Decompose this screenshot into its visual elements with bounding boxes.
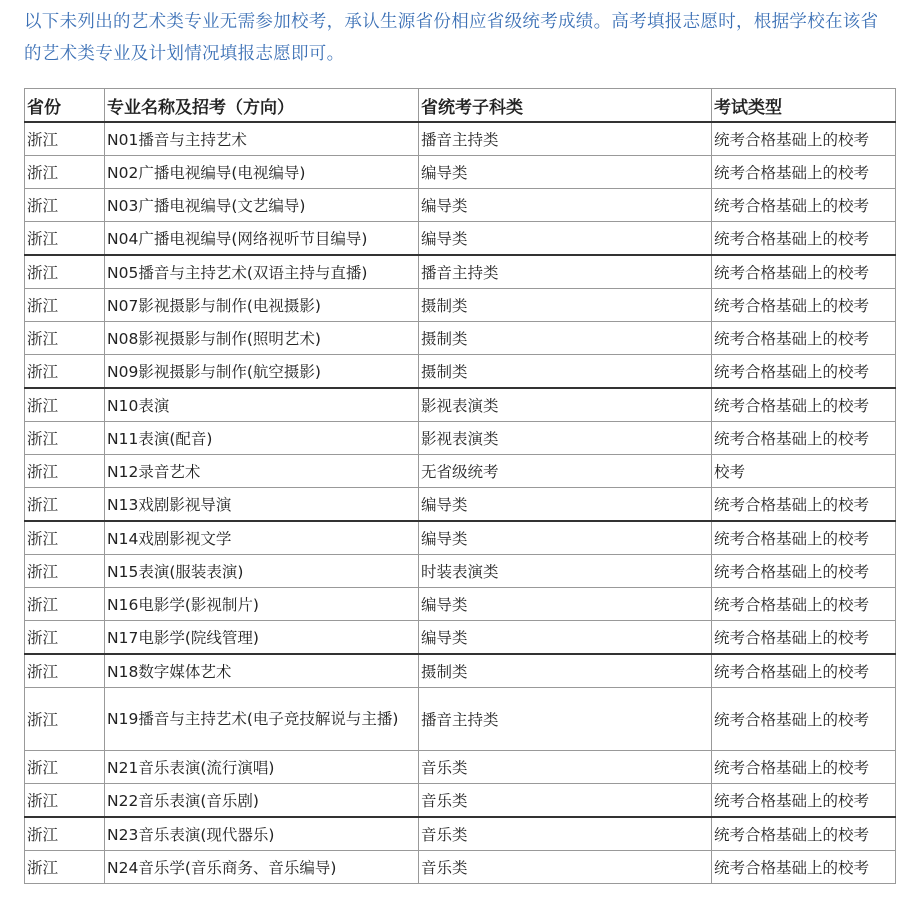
table-row bbox=[25, 255, 896, 289]
cell-province: 浙江 bbox=[25, 222, 105, 256]
cell-major: N11表演(配音) bbox=[105, 422, 419, 455]
cell-province: 浙江 bbox=[25, 851, 105, 884]
cell-major: N19播音与主持艺术(电子竞技解说与主播) bbox=[105, 688, 419, 751]
cell-exam-type: 校考 bbox=[712, 455, 896, 488]
table-row bbox=[25, 488, 896, 522]
table-row bbox=[25, 521, 896, 555]
cell-exam-type: 统考合格基础上的校考 bbox=[712, 555, 896, 588]
cell-province: 浙江 bbox=[25, 322, 105, 355]
cell-subject: 编导类 bbox=[419, 189, 712, 222]
cell-province: 浙江 bbox=[25, 122, 105, 156]
cell-subject: 编导类 bbox=[419, 222, 712, 256]
cell-subject: 编导类 bbox=[419, 521, 712, 555]
cell-major: N03广播电视编导(文艺编导) bbox=[105, 189, 419, 222]
table-row bbox=[25, 688, 896, 751]
cell-province: 浙江 bbox=[25, 388, 105, 422]
cell-province: 浙江 bbox=[25, 688, 105, 751]
cell-province: 浙江 bbox=[25, 654, 105, 688]
cell-province: 浙江 bbox=[25, 588, 105, 621]
table-row bbox=[25, 289, 896, 322]
cell-subject: 播音主持类 bbox=[419, 688, 712, 751]
art-majors-table bbox=[24, 88, 896, 884]
cell-major: N07影视摄影与制作(电视摄影) bbox=[105, 289, 419, 322]
cell-exam-type: 统考合格基础上的校考 bbox=[712, 289, 896, 322]
cell-province: 浙江 bbox=[25, 751, 105, 784]
cell-subject: 摄制类 bbox=[419, 322, 712, 355]
table-row bbox=[25, 322, 896, 355]
cell-subject: 编导类 bbox=[419, 488, 712, 522]
header-province: 省份 bbox=[25, 89, 105, 123]
cell-major: N02广播电视编导(电视编导) bbox=[105, 156, 419, 189]
cell-major: N12录音艺术 bbox=[105, 455, 419, 488]
header-major: 专业名称及招考（方向） bbox=[105, 89, 419, 123]
cell-province: 浙江 bbox=[25, 189, 105, 222]
cell-exam-type: 统考合格基础上的校考 bbox=[712, 388, 896, 422]
table-row bbox=[25, 817, 896, 851]
cell-exam-type: 统考合格基础上的校考 bbox=[712, 817, 896, 851]
cell-exam-type: 统考合格基础上的校考 bbox=[712, 255, 896, 289]
cell-major: N21音乐表演(流行演唱) bbox=[105, 751, 419, 784]
header-exam-type: 考试类型 bbox=[712, 89, 896, 123]
cell-subject: 音乐类 bbox=[419, 851, 712, 884]
cell-major: N15表演(服装表演) bbox=[105, 555, 419, 588]
cell-exam-type: 统考合格基础上的校考 bbox=[712, 488, 896, 522]
cell-subject: 音乐类 bbox=[419, 751, 712, 784]
cell-major: N18数字媒体艺术 bbox=[105, 654, 419, 688]
table-row bbox=[25, 156, 896, 189]
cell-major: N09影视摄影与制作(航空摄影) bbox=[105, 355, 419, 389]
table-row bbox=[25, 555, 896, 588]
cell-major: N13戏剧影视导演 bbox=[105, 488, 419, 522]
cell-exam-type: 统考合格基础上的校考 bbox=[712, 851, 896, 884]
cell-exam-type: 统考合格基础上的校考 bbox=[712, 222, 896, 256]
table-row bbox=[25, 122, 896, 156]
cell-exam-type: 统考合格基础上的校考 bbox=[712, 784, 896, 818]
cell-subject: 音乐类 bbox=[419, 784, 712, 818]
cell-major: N17电影学(院线管理) bbox=[105, 621, 419, 655]
cell-subject: 摄制类 bbox=[419, 289, 712, 322]
cell-province: 浙江 bbox=[25, 817, 105, 851]
cell-subject: 时装表演类 bbox=[419, 555, 712, 588]
table-row bbox=[25, 422, 896, 455]
table-row bbox=[25, 222, 896, 256]
table-row bbox=[25, 388, 896, 422]
cell-province: 浙江 bbox=[25, 156, 105, 189]
cell-subject: 无省级统考 bbox=[419, 455, 712, 488]
cell-province: 浙江 bbox=[25, 455, 105, 488]
cell-province: 浙江 bbox=[25, 289, 105, 322]
cell-exam-type: 统考合格基础上的校考 bbox=[712, 355, 896, 389]
cell-exam-type: 统考合格基础上的校考 bbox=[712, 122, 896, 156]
cell-major: N05播音与主持艺术(双语主持与直播) bbox=[105, 255, 419, 289]
table-row bbox=[25, 621, 896, 655]
cell-exam-type: 统考合格基础上的校考 bbox=[712, 588, 896, 621]
table-header-row bbox=[25, 89, 896, 123]
cell-major: N24音乐学(音乐商务、音乐编导) bbox=[105, 851, 419, 884]
cell-province: 浙江 bbox=[25, 355, 105, 389]
cell-province: 浙江 bbox=[25, 422, 105, 455]
cell-subject: 播音主持类 bbox=[419, 122, 712, 156]
cell-subject: 编导类 bbox=[419, 621, 712, 655]
cell-exam-type: 统考合格基础上的校考 bbox=[712, 189, 896, 222]
cell-major: N23音乐表演(现代器乐) bbox=[105, 817, 419, 851]
cell-subject: 摄制类 bbox=[419, 355, 712, 389]
cell-province: 浙江 bbox=[25, 488, 105, 522]
cell-subject: 编导类 bbox=[419, 588, 712, 621]
cell-major: N01播音与主持艺术 bbox=[105, 122, 419, 156]
cell-subject: 编导类 bbox=[419, 156, 712, 189]
header-subject: 省统考子科类 bbox=[419, 89, 712, 123]
table-row bbox=[25, 189, 896, 222]
cell-major: N08影视摄影与制作(照明艺术) bbox=[105, 322, 419, 355]
cell-subject: 影视表演类 bbox=[419, 422, 712, 455]
cell-province: 浙江 bbox=[25, 784, 105, 818]
cell-subject: 播音主持类 bbox=[419, 255, 712, 289]
cell-province: 浙江 bbox=[25, 255, 105, 289]
cell-exam-type: 统考合格基础上的校考 bbox=[712, 621, 896, 655]
cell-exam-type: 统考合格基础上的校考 bbox=[712, 156, 896, 189]
cell-province: 浙江 bbox=[25, 621, 105, 655]
cell-exam-type: 统考合格基础上的校考 bbox=[712, 654, 896, 688]
cell-major: N16电影学(影视制片) bbox=[105, 588, 419, 621]
cell-subject: 音乐类 bbox=[419, 817, 712, 851]
cell-subject: 摄制类 bbox=[419, 654, 712, 688]
table-body bbox=[25, 122, 896, 884]
table-row bbox=[25, 784, 896, 818]
cell-exam-type: 统考合格基础上的校考 bbox=[712, 521, 896, 555]
cell-exam-type: 统考合格基础上的校考 bbox=[712, 688, 896, 751]
table-row bbox=[25, 455, 896, 488]
cell-subject: 影视表演类 bbox=[419, 388, 712, 422]
intro-paragraph: 以下未列出的艺术类专业无需参加校考，承认生源省份相应省级统考成绩。高考填报志愿时，根据学校在该省的艺术类专业及计划情况填报志愿即可。 bbox=[24, 12, 879, 64]
table-row bbox=[25, 355, 896, 389]
cell-exam-type: 统考合格基础上的校考 bbox=[712, 422, 896, 455]
cell-major: N10表演 bbox=[105, 388, 419, 422]
table-row bbox=[25, 588, 896, 621]
cell-exam-type: 统考合格基础上的校考 bbox=[712, 322, 896, 355]
cell-province: 浙江 bbox=[25, 555, 105, 588]
cell-major: N22音乐表演(音乐剧) bbox=[105, 784, 419, 818]
table-row bbox=[25, 751, 896, 784]
cell-major: N14戏剧影视文学 bbox=[105, 521, 419, 555]
cell-province: 浙江 bbox=[25, 521, 105, 555]
cell-exam-type: 统考合格基础上的校考 bbox=[712, 751, 896, 784]
table-row bbox=[25, 851, 896, 884]
table-row bbox=[25, 654, 896, 688]
cell-major: N04广播电视编导(网络视听节目编导) bbox=[105, 222, 419, 256]
